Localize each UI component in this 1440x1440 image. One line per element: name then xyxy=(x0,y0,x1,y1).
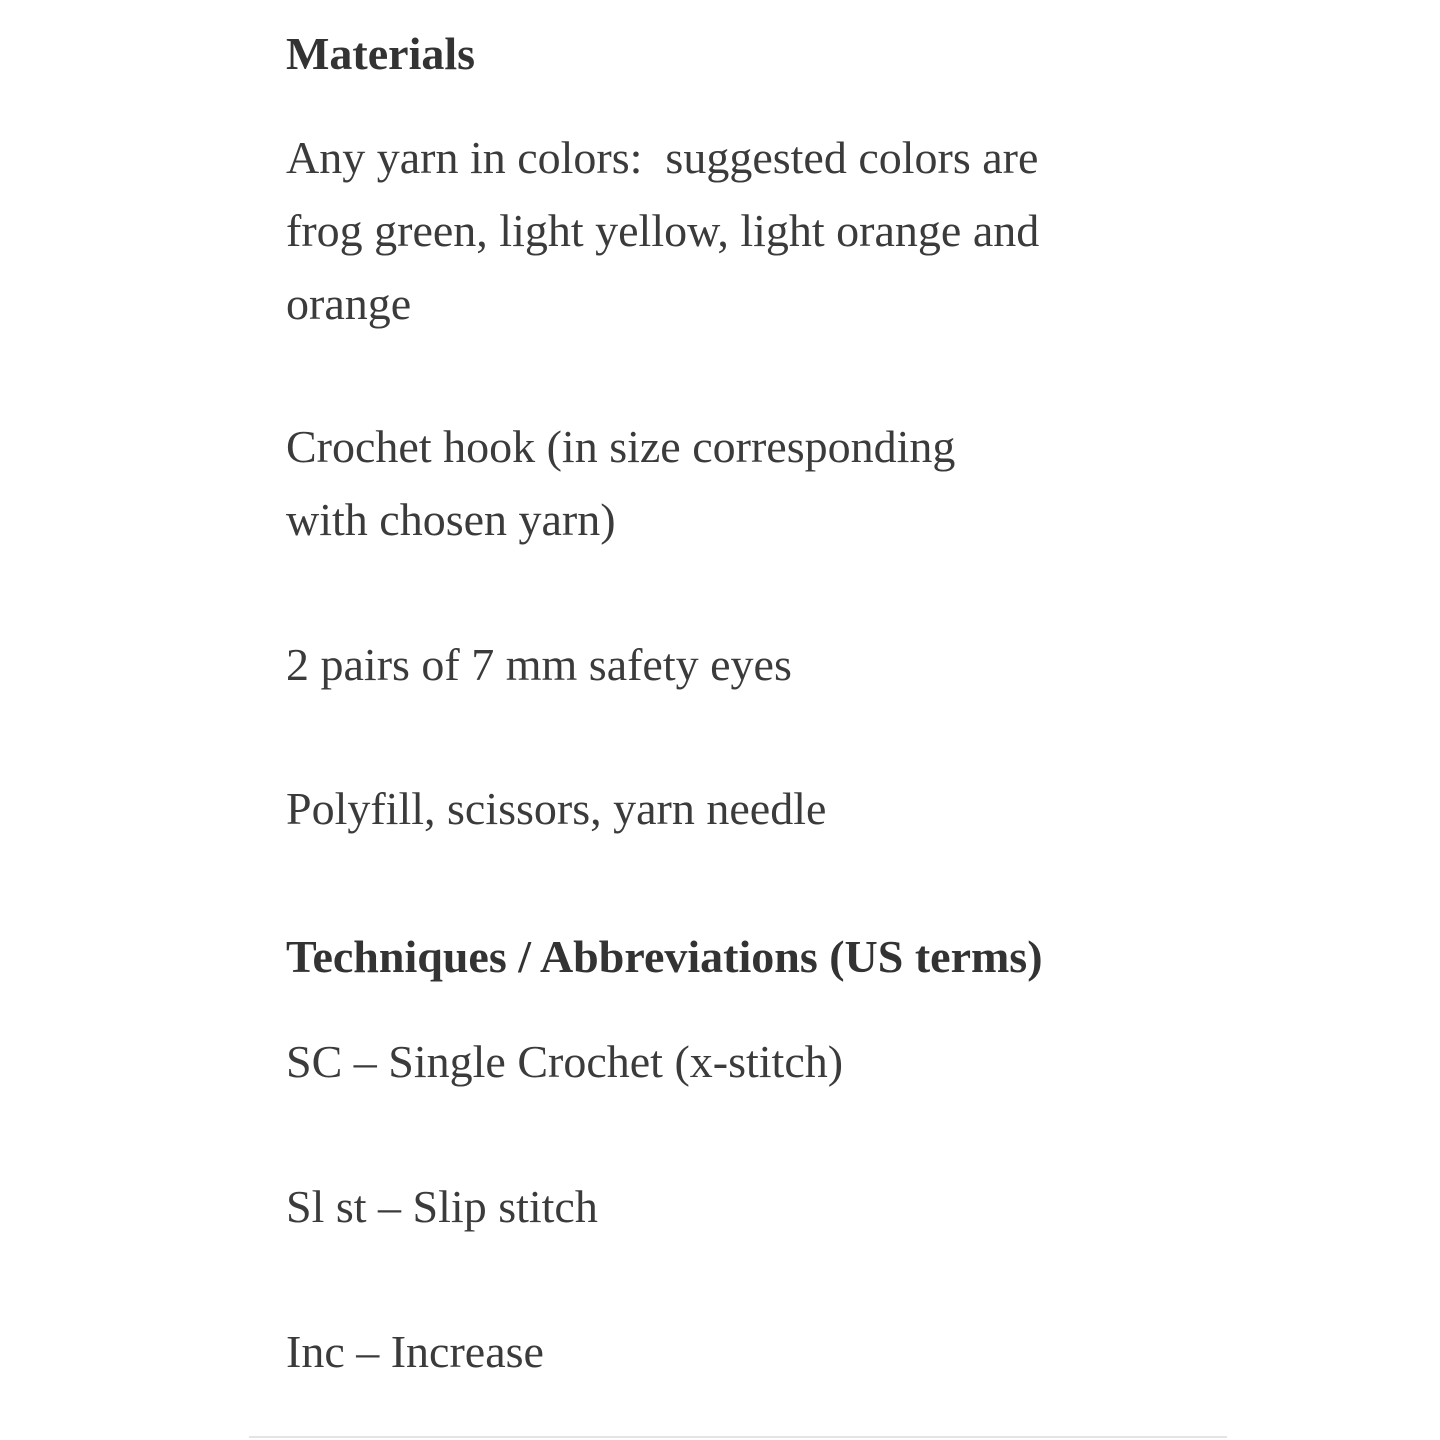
abbreviation-item: Inc – Increase xyxy=(286,1326,544,1377)
hook-line-2: with chosen yarn) xyxy=(286,494,616,545)
abbreviation-item: Sl st – Slip stitch xyxy=(286,1181,598,1232)
hook-paragraph xyxy=(286,410,955,556)
techniques-heading: Techniques / Abbreviations (US terms) xyxy=(286,931,1043,982)
yarn-line-1: Any yarn in colors: suggested colors are xyxy=(286,132,1039,183)
yarn-line-2: frog green, light yellow, light orange and xyxy=(286,205,1040,256)
yarn-paragraph xyxy=(286,121,1039,340)
materials-heading: Materials xyxy=(286,28,476,79)
section-divider xyxy=(249,1436,1227,1438)
yarn-line-3: orange xyxy=(286,278,412,329)
tools-paragraph: Polyfill, scissors, yarn needle xyxy=(286,783,827,834)
abbreviation-item: SC – Single Crochet (x-stitch) xyxy=(286,1036,844,1087)
eyes-paragraph: 2 pairs of 7 mm safety eyes xyxy=(286,639,792,690)
hook-line-1: Crochet hook (in size corresponding xyxy=(286,421,956,472)
